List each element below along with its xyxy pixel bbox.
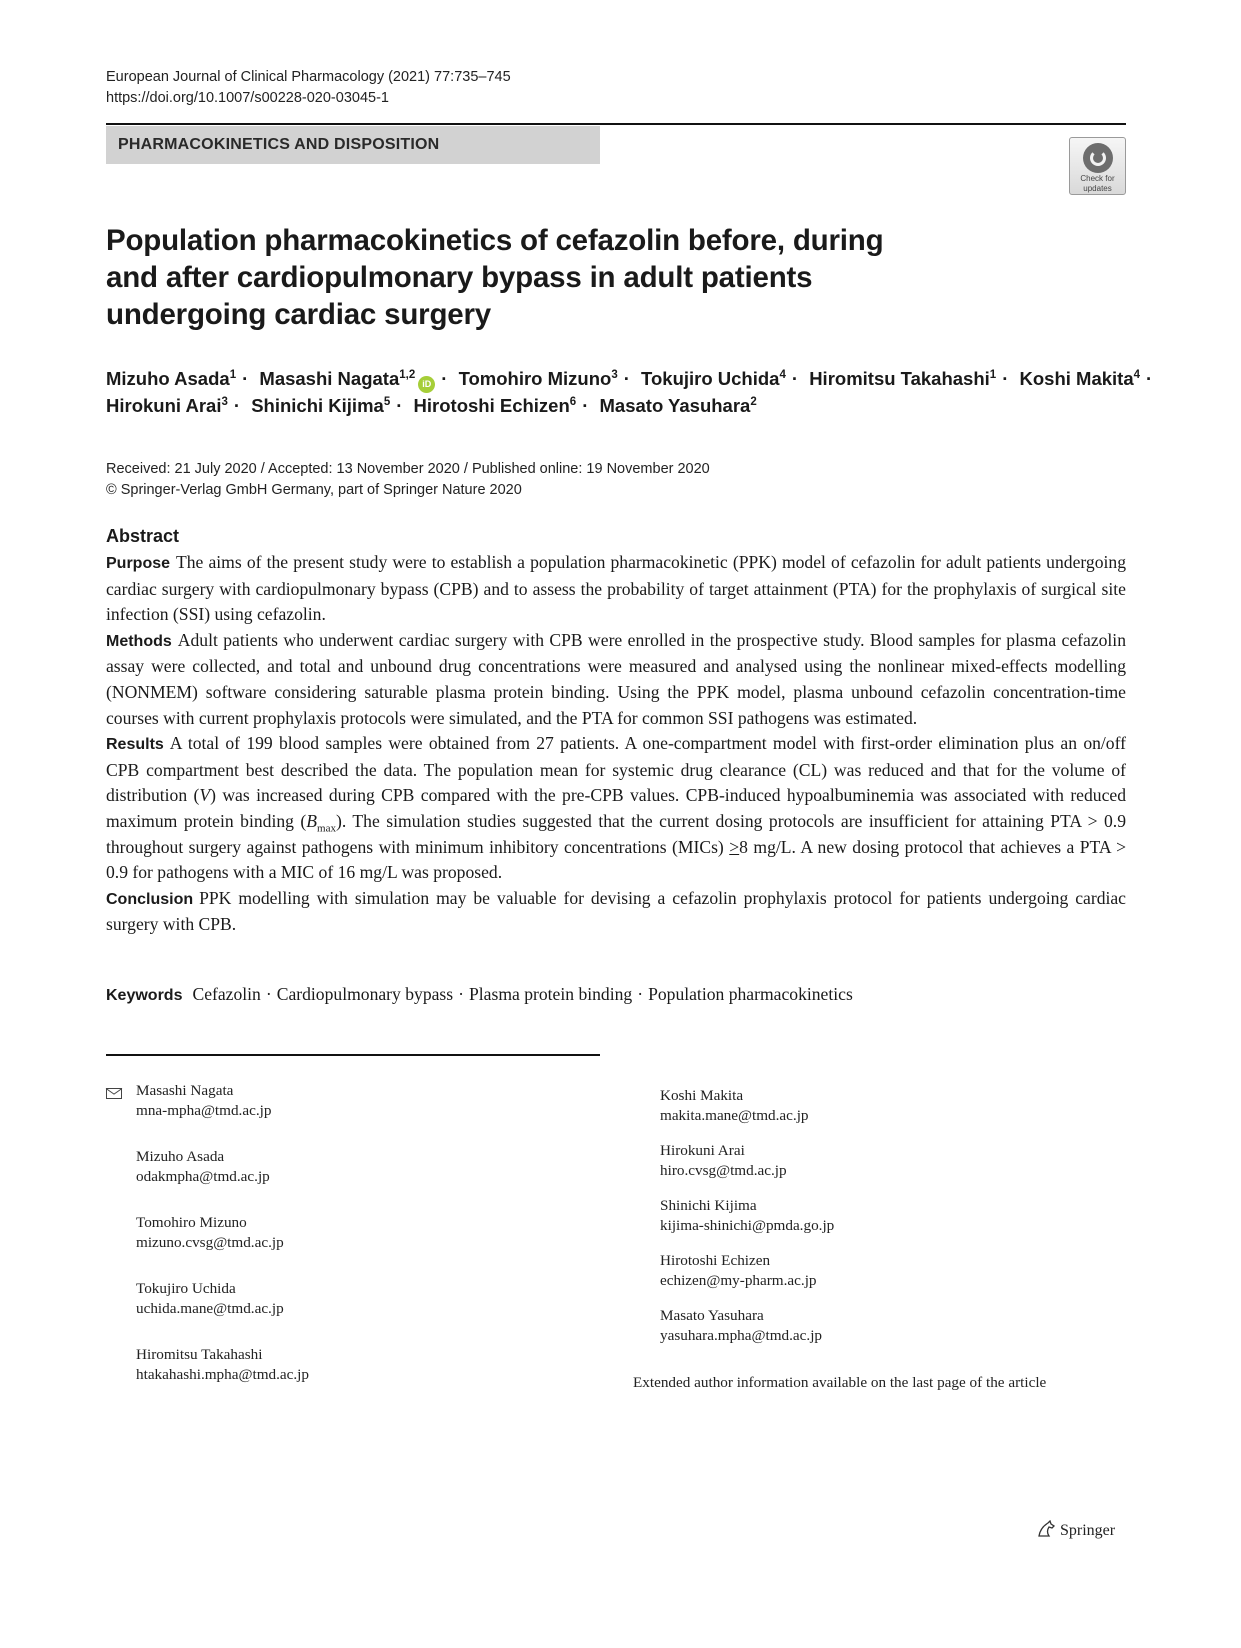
orcid-icon[interactable]: iD: [418, 376, 435, 393]
keywords-heading: Keywords: [106, 987, 183, 1004]
results-text: A total of 199 blood samples were obtained from 27 patients. A one-compartment model with first-order elimination plus an on/off CPB compartment best described the data. The population mean for systemic drug clearance (CL) was reduced and that for the volume of distribution (: [106, 733, 1126, 806]
contact-name: Mizuho Asada: [136, 1148, 225, 1165]
publisher-logo: [1036, 1520, 1115, 1540]
author-separator: ·: [791, 368, 799, 389]
contact-email[interactable]: uchida.mane@tmd.ac.jp: [136, 1300, 284, 1317]
author-name: Hiromitsu Takahashi: [809, 368, 990, 389]
author-name: Mizuho Asada: [106, 368, 230, 389]
keyword-separator: ·: [637, 984, 644, 1004]
affiliation-sup: 3: [611, 369, 618, 381]
abstract-heading: Abstract: [106, 526, 180, 546]
purpose-heading: Purpose: [106, 555, 171, 572]
affiliation-sup: 1: [229, 369, 237, 381]
author-name: Hirotoshi Echizen: [413, 395, 570, 416]
section-label: PHARMACOKINETICS AND DISPOSITION: [106, 126, 600, 164]
author-name: Masashi Nagata: [259, 368, 400, 389]
author-name: Koshi Makita: [1019, 368, 1134, 389]
contact-name: Shinichi Kijima: [660, 1197, 757, 1214]
affiliation-sup: 2: [750, 396, 757, 408]
contact-name: Tomohiro Mizuno: [136, 1214, 247, 1231]
publisher-name: Springer: [1060, 1522, 1116, 1539]
author-separator: ·: [242, 368, 249, 389]
keywords: [106, 984, 853, 1005]
contact-name: Masashi Nagata: [136, 1082, 234, 1099]
abstract-results: [106, 731, 1126, 886]
author-row: [106, 393, 1136, 419]
article-title: [106, 222, 906, 333]
author-name: Tomohiro Mizuno: [458, 368, 612, 389]
contact-email[interactable]: makita.mane@tmd.ac.jp: [660, 1107, 809, 1124]
affiliation-sup: 5: [383, 396, 391, 408]
author-separator: ·: [1146, 368, 1153, 389]
author-name: Tokujiro Uchida: [641, 368, 780, 389]
affiliation-sup: 3: [221, 396, 228, 408]
abstract-body: [106, 550, 1126, 938]
keyword-separator: ·: [265, 984, 272, 1004]
contact-name: Masato Yasuhara: [660, 1307, 764, 1324]
contact-email[interactable]: yasuhara.mpha@tmd.ac.jp: [660, 1327, 823, 1344]
author-name: Masato Yasuhara: [599, 395, 751, 416]
results-heading: Results: [106, 736, 164, 754]
affiliation-sup: 1: [989, 369, 997, 381]
author-separator: ·: [441, 368, 448, 389]
contact-name: Hirotoshi Echizen: [660, 1252, 771, 1269]
contact-name: Koshi Makita: [660, 1087, 744, 1104]
check-for-updates-button[interactable]: [1069, 137, 1126, 195]
author-list: [106, 366, 1153, 419]
abstract-methods: [106, 628, 1126, 731]
contact-entry: [136, 1147, 270, 1187]
keyword: Population pharmacokinetics: [648, 984, 853, 1004]
contact-name: Hiromitsu Takahashi: [136, 1346, 263, 1363]
bmax-symbol: B: [306, 810, 318, 831]
contact-entry: [136, 1081, 271, 1121]
extended-author-info: Extended author information available on the last page of the article: [633, 1374, 1047, 1391]
abstract-conclusion: [106, 886, 1126, 938]
publication-dates: [106, 459, 710, 501]
contact-entry: [136, 1213, 284, 1253]
contact-entry: [660, 1251, 817, 1291]
contact-email[interactable]: mizuno.cvsg@tmd.ac.jp: [136, 1234, 284, 1251]
results-text: ) was increased during CPB compared with the pre-CPB values. CPB-induced hypoalbuminemia was associated with reduced maximum protein binding (: [106, 785, 1126, 831]
ge-symbol: >: [729, 836, 740, 857]
keyword-separator: ·: [458, 984, 464, 1004]
abstract-purpose: [106, 550, 1126, 628]
contact-entry: [660, 1086, 809, 1126]
author-row: [106, 366, 1153, 393]
results-text: ). The simulation studies suggested that the current dosing protocols are insufficient for attaining PTA > 0.9 throughout surgery against pathogens with minimum inhibitory concentrations (MICs): [106, 810, 1127, 857]
author-separator: ·: [233, 395, 241, 416]
history-dates: Received: 21 July 2020 / Accepted: 13 November 2020 / Published online: 19 November 2020: [106, 461, 710, 477]
bmax-subscript: max: [317, 822, 336, 835]
author-name: Shinichi Kijima: [251, 395, 384, 416]
contact-entry: [660, 1196, 834, 1236]
author-separator: ·: [623, 368, 630, 389]
affiliation-sup: 1,2: [399, 369, 416, 381]
conclusion-heading: Conclusion: [106, 890, 194, 908]
contact-name: Hirokuni Arai: [660, 1142, 745, 1159]
contact-name: Tokujiro Uchida: [136, 1280, 236, 1297]
results-text: 8 mg/L. A new dosing protocol that achieves a PTA > 0.9 for pathogens with a MIC of 16 mg/L was proposed.: [106, 836, 1126, 883]
volume-symbol: V: [199, 785, 211, 806]
title-line: undergoing cardiac surgery: [106, 298, 491, 331]
contact-email[interactable]: odakmpha@tmd.ac.jp: [136, 1168, 270, 1185]
contact-entry: [660, 1306, 822, 1346]
keyword: Plasma protein binding: [468, 984, 633, 1004]
purpose-text: The aims of the present study were to establish a population pharmacokinetic (PPK) model of cefazolin for adult patients undergoing cardiac surgery with cardiopulmonary bypass (CPB) and to assess the probability of target attainment (PTA) for the prophylaxis of surgical site infection (SSI) using cefazolin.: [106, 552, 1126, 625]
contact-email[interactable]: echizen@my-pharm.ac.jp: [660, 1272, 817, 1289]
envelope-icon: [106, 1088, 122, 1099]
contact-entry: [660, 1141, 787, 1181]
affiliation-sup: 6: [569, 396, 577, 408]
author-separator: ·: [582, 395, 589, 416]
badge-line2: updates: [1083, 184, 1112, 193]
keyword: Cardiopulmonary bypass: [276, 984, 454, 1004]
methods-text: Adult patients who underwent cardiac surgery with CPB were enrolled in the prospective study. Blood samples for plasma cefazolin assay were collected, and total and unbound drug concentrations were measured and analysed using the nonlinear mixed-effects modelling (NONMEM) software considering saturable plasma protein binding. Using the PPK model, plasma unbound cefazolin concentration-time courses with current prophylaxis protocols were simulated, and the PTA for common SSI pathogens was estimated.: [106, 629, 1126, 728]
methods-heading: Methods: [106, 632, 172, 650]
title-line: and after cardiopulmonary bypass in adult patients: [106, 261, 813, 294]
affiliation-sup: 4: [1133, 369, 1141, 381]
contact-email[interactable]: htakahashi.mpha@tmd.ac.jp: [136, 1366, 309, 1383]
badge-line1: Check for: [1080, 174, 1115, 183]
conclusion-text: PPK modelling with simulation may be valuable for devising a cefazolin prophylaxis protocol for patients undergoing cardiac surgery with CPB.: [106, 887, 1126, 935]
contact-email[interactable]: mna-mpha@tmd.ac.jp: [136, 1102, 272, 1119]
footnote-rule: [106, 1054, 600, 1056]
author-name: Hirokuni Arai: [106, 395, 222, 416]
contact-email[interactable]: kijima-shinichi@pmda.go.jp: [660, 1217, 835, 1234]
springer-horse-icon: [1036, 1520, 1056, 1538]
author-separator: ·: [396, 395, 403, 416]
copyright-line: © Springer-Verlag GmbH Germany, part of Springer Nature 2020: [106, 482, 522, 498]
header-rule: [106, 123, 1126, 125]
contact-email[interactable]: hiro.cvsg@tmd.ac.jp: [660, 1162, 787, 1179]
affiliation-sup: 4: [779, 369, 786, 381]
journal-citation: European Journal of Clinical Pharmacology (2021) 77:735–745: [106, 69, 511, 85]
journal-header: [106, 67, 511, 109]
check-updates-icon: [1083, 143, 1113, 173]
keyword: Cefazolin: [192, 984, 261, 1004]
doi-link[interactable]: https://doi.org/10.1007/s00228-020-03045-1: [106, 90, 389, 106]
contact-entry: [136, 1345, 309, 1385]
title-line: Population pharmacokinetics of cefazolin before, during: [106, 224, 884, 257]
contact-entry: [136, 1279, 284, 1319]
author-separator: ·: [1002, 368, 1009, 389]
